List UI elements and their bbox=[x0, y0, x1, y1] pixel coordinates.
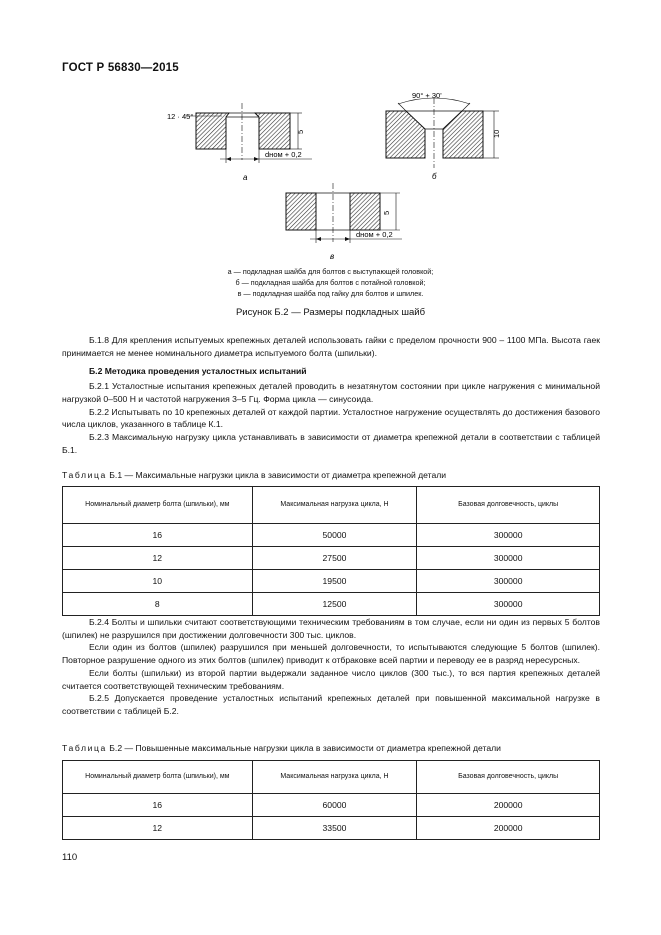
paragraph-b21: Б.2.1 Усталостные испытания крепежных деталей проводить в незатянутом состоянии при цикле нагружения с минимальной нагрузкой 0–500 Н и частотой нагружения 3–5 Гц. Форма цикла — синусоида. bbox=[62, 381, 600, 404]
table-cell: 33500 bbox=[252, 817, 417, 840]
table-cell: 300000 bbox=[417, 547, 600, 570]
section-heading-b2: Б.2 Методика проведения усталостных испытаний bbox=[89, 366, 307, 377]
washer-b-drawing bbox=[386, 98, 499, 168]
table-cell: 12 bbox=[63, 547, 253, 570]
paragraph-b24-second: Если один из болтов (шпилек) разрушился при меньшей долговечности, то испытываются следующие 5 болтов (шпилек). Повторное разрушение одного из этих болтов (шпилек) приводит к отбраковке всей партии и переводу ее в разряд нересурсных. bbox=[62, 642, 600, 666]
paragraph-b18: Б.1.8 Для крепления испытуемых крепежных деталей использовать гайки с пределом прочности 900 – 1100 МПа. Высота гаек принимается не менее номинального диаметра испытуемого болта (шпильки). bbox=[62, 335, 600, 358]
paragraph-b24: Б.2.4 Болты и шпильки считают соответствующими техническим требованиям в том случае, если ни один из первых 5 болтов (шпилек) не разрушился при достижении долговечности 300 тыс. циклов. bbox=[62, 617, 600, 640]
chamfer-dim-label: 12 · 45° bbox=[167, 112, 194, 121]
table1-header: Максимальная нагрузка цикла, Н bbox=[252, 487, 417, 524]
table-cell: 300000 bbox=[417, 524, 600, 547]
table-cell: 50000 bbox=[252, 524, 417, 547]
legend-line-a: а — подкладная шайба для болтов с выступающей головкой; bbox=[227, 267, 434, 276]
table-cell: 8 bbox=[63, 593, 253, 616]
table2-title-text: Б.2 — Повышенные максимальные нагрузки цикла в зависимости от диаметра крепежной детали bbox=[106, 743, 501, 753]
table1-title-text: Б.1 — Максимальные нагрузки цикла в зависимости от диаметра крепежной детали bbox=[106, 470, 447, 480]
washer-drawings bbox=[0, 0, 661, 300]
legend-line-b: б — подкладная шайба для болтов с потайной головкой; bbox=[235, 278, 426, 287]
table-cell: 60000 bbox=[252, 794, 417, 817]
text-block-2 bbox=[62, 616, 600, 718]
table-cell: 200000 bbox=[417, 794, 600, 817]
table-b1 bbox=[62, 486, 600, 616]
table1-title bbox=[62, 470, 446, 480]
paragraph-b25: Б.2.5 Допускается проведение усталостных испытаний крепежных деталей при повышенной максимальной нагрузке в соответствии с таблицей Б.2. bbox=[62, 693, 600, 716]
table-cell: 12500 bbox=[252, 593, 417, 616]
table-cell: 300000 bbox=[417, 593, 600, 616]
table-cell: 200000 bbox=[417, 817, 600, 840]
table-cell: 16 bbox=[63, 524, 253, 547]
label-a: а bbox=[243, 173, 248, 182]
table-row bbox=[63, 794, 600, 817]
table-row bbox=[63, 593, 600, 616]
table-b2 bbox=[62, 760, 600, 840]
table1-label: Таблица bbox=[62, 470, 107, 480]
angle-dim-label: 90° + 30' bbox=[412, 91, 442, 100]
table-cell: 16 bbox=[63, 794, 253, 817]
height-dim-label-v: 5 bbox=[382, 210, 391, 215]
table1-header: Номинальный диаметр болта (шпильки), мм bbox=[63, 487, 253, 524]
table1-header: Базовая долговечность, циклы bbox=[417, 487, 600, 524]
height-dim-label-a: 5 bbox=[296, 129, 305, 134]
table-row bbox=[63, 570, 600, 593]
table-row bbox=[63, 817, 600, 840]
text-block-1 bbox=[62, 334, 600, 456]
table1-header-row bbox=[63, 487, 600, 524]
legend-line-v: в — подкладная шайба под гайку для болтов и шпилек. bbox=[237, 289, 424, 298]
label-v: в bbox=[330, 252, 335, 261]
figure-caption: Рисунок Б.2 — Размеры подкладных шайб bbox=[235, 307, 426, 318]
table-row bbox=[63, 524, 600, 547]
page-number: 110 bbox=[62, 852, 78, 863]
table2-header: Базовая долговечность, циклы bbox=[417, 761, 600, 794]
table-cell: 300000 bbox=[417, 570, 600, 593]
table2-header: Номинальный диаметр болта (шпильки), мм bbox=[63, 761, 253, 794]
diameter-dim-label-a: dном + 0,2 bbox=[265, 150, 302, 159]
table2-title bbox=[62, 743, 501, 753]
diameter-dim-label-v: dном + 0,2 bbox=[356, 230, 393, 239]
table-cell: 27500 bbox=[252, 547, 417, 570]
table2-label: Таблица bbox=[62, 743, 107, 753]
table-cell: 12 bbox=[63, 817, 253, 840]
table-cell: 19500 bbox=[252, 570, 417, 593]
table-cell: 10 bbox=[63, 570, 253, 593]
height-dim-label-b: 10 bbox=[492, 129, 501, 138]
table-row bbox=[63, 547, 600, 570]
document-code: ГОСТ Р 56830—2015 bbox=[62, 62, 179, 74]
label-b: б bbox=[432, 172, 437, 181]
table2-header: Максимальная нагрузка цикла, Н bbox=[252, 761, 417, 794]
paragraph-b24-third: Если болты (шпильки) из второй партии выдержали заданное число циклов (300 тыс.), то вся партия крепежных деталей считается соответствующей техническим требованиям. bbox=[62, 667, 600, 691]
paragraph-b22: Б.2.2 Испытывать по 10 крепежных деталей от каждой партии. Усталостное нагружение осуществлять до достижения базового числа циклов, указанного в таблице К.1. bbox=[62, 406, 600, 430]
paragraph-b23: Б.2.3 Максимальную нагрузку цикла устанавливать в зависимости от диаметра крепежной детали в соответствии с таблицей Б.1. bbox=[62, 431, 600, 455]
table2-header-row bbox=[63, 761, 600, 794]
